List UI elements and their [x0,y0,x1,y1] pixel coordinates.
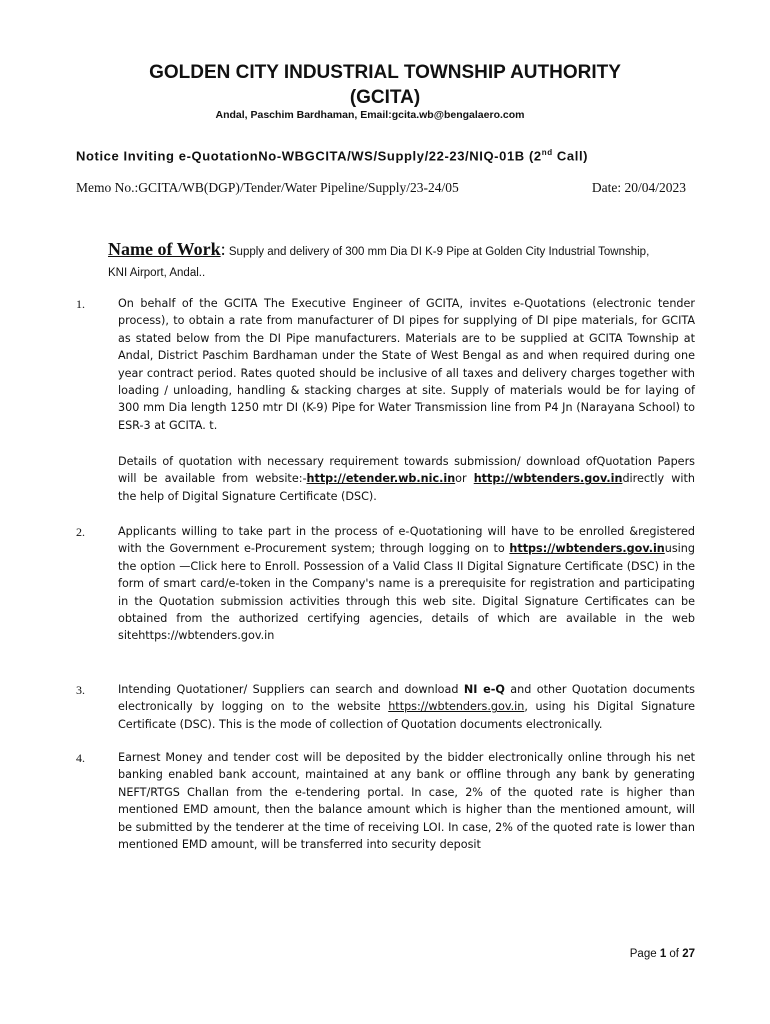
org-abbr: (GCITA) [349,87,421,108]
item3-post: , using his Digital Signature Certificate (DSC). This is the mode of collection of Quotation documents electronically. [118,700,695,731]
item-details-1 [118,453,695,505]
wbtenders-link-2[interactable]: https://wbtenders.gov.in [509,542,665,556]
wbtenders-link[interactable]: http://wbtenders.gov.in [473,472,623,486]
notice-number: WBGCITA/WS/Supply/22-23/NIQ-01B (2 [281,148,542,164]
page-num: 1 [659,948,667,960]
item3-pre: Intending Quotationer/ Suppliers can search and download [118,683,464,696]
item2-pre: Applicants willing to take part in the process of e-Quotationing will have to be enrolled &registered with the Government e-Procurement system; through logging on to [118,525,695,556]
org-name: GOLDEN CITY INDUSTRIAL TOWNSHIP AUTHORITY [149,62,621,83]
wbtenders-link-3[interactable]: https://wbtenders.gov.in [388,700,525,714]
details-pre: Details of quotation with necessary requirement towards submission/ download ofQuotation Papers will be available from website:- [118,455,695,486]
item2-post: using the option —Click here to Enroll. Possession of a Valid Class II Digital Signature Certificate (DSC) in the form of smart card/e-token in the Company's name is a prerequisite for registration and participating in the Quotation submission activities through this web site. Digital Signature Certificates can be obtained from the authorized certifying agencies, details of which are available in the web sitehttps://wbtenders.gov.in [118,542,695,643]
details-post: directly with the help of Digital Signature Certificate (DSC). [118,472,695,503]
notice-sup: nd [541,148,553,157]
item-text-4: Earnest Money and tender cost will be deposited by the bidder electronically online through his net banking enabled bank account, maintained at any bank or offline through any bank by generating NEFT/RTGS Challan from the e-tendering portal. In case, 2% of the quoted rate is higher than mentioned EMD amount, then the balance amount which is higher than the mentioned amount, will be submitted by the tenderer at the time of receiving LOI. In case, 2% of the quoted rate is lower than mentioned EMD amount, will be transferred into security deposit [118,751,695,852]
memo-date: Date: 20/04/2023 [591,180,686,195]
item-number-3: 3. [76,683,85,697]
nieq-bold: NI e-Q [463,683,505,696]
page-footer [630,948,695,960]
address-line: Andal, Paschim Bardhaman, Email:gcita.wb@bengalaero.com [215,109,525,121]
name-of-work [108,239,668,284]
item-text-1: On behalf of the GCITA The Executive Engineer of GCITA, invites e-Quotations (electronic tender process), to obtain a rate from manufacturer of DI pipes for supplying of DI pipe materials, for GCITA as stated below from the DI Pipe manufacturers. Materials are to be supplied at GCITA Township at Andal, District Paschim Bardhaman under the State of West Bengal as and when required during one year contract period. Rates quoted should be inclusive of all taxes and delivery charges together with loading / unloading, handling & stacking charges at site. Supply of materials would be for laying of 300 mm Dia length 1250 mtr DI (K-9) Pipe for Water Transmission line from P4 Jn (Narayana School) to ESR-3 at GCITA. t. [118,297,695,432]
item-text-2 [118,523,695,645]
memo-number: Memo No.:GCITA/WB(DGP)/Tender/Water Pipeline/Supply/23-24/05 [76,180,459,195]
page-word: Page [629,948,660,960]
work-description: Supply and delivery of 300 mm Dia DI K-9 Pipe at Golden City Industrial Township, KNI Airport, Andal.. [108,246,650,279]
work-label: Name of Work [108,239,221,259]
item-number-2: 2. [76,525,85,539]
notice-title [76,148,716,163]
page-total: 27 [682,948,695,960]
details-mid: or [455,472,474,486]
item3-mid: and other Quotation documents electronically by logging on to the website [118,683,695,714]
item-number-1: 1. [76,297,85,311]
work-colon: : [220,239,226,259]
item-number-4: 4. [76,751,85,765]
item-text-3 [118,681,695,733]
notice-suffix: Call) [552,148,589,164]
etender-link[interactable]: http://etender.wb.nic.in [306,472,456,486]
notice-prefix: Notice Inviting e-QuotationNo- [76,148,282,164]
of-word: of [666,948,683,960]
memo-line [76,180,686,196]
